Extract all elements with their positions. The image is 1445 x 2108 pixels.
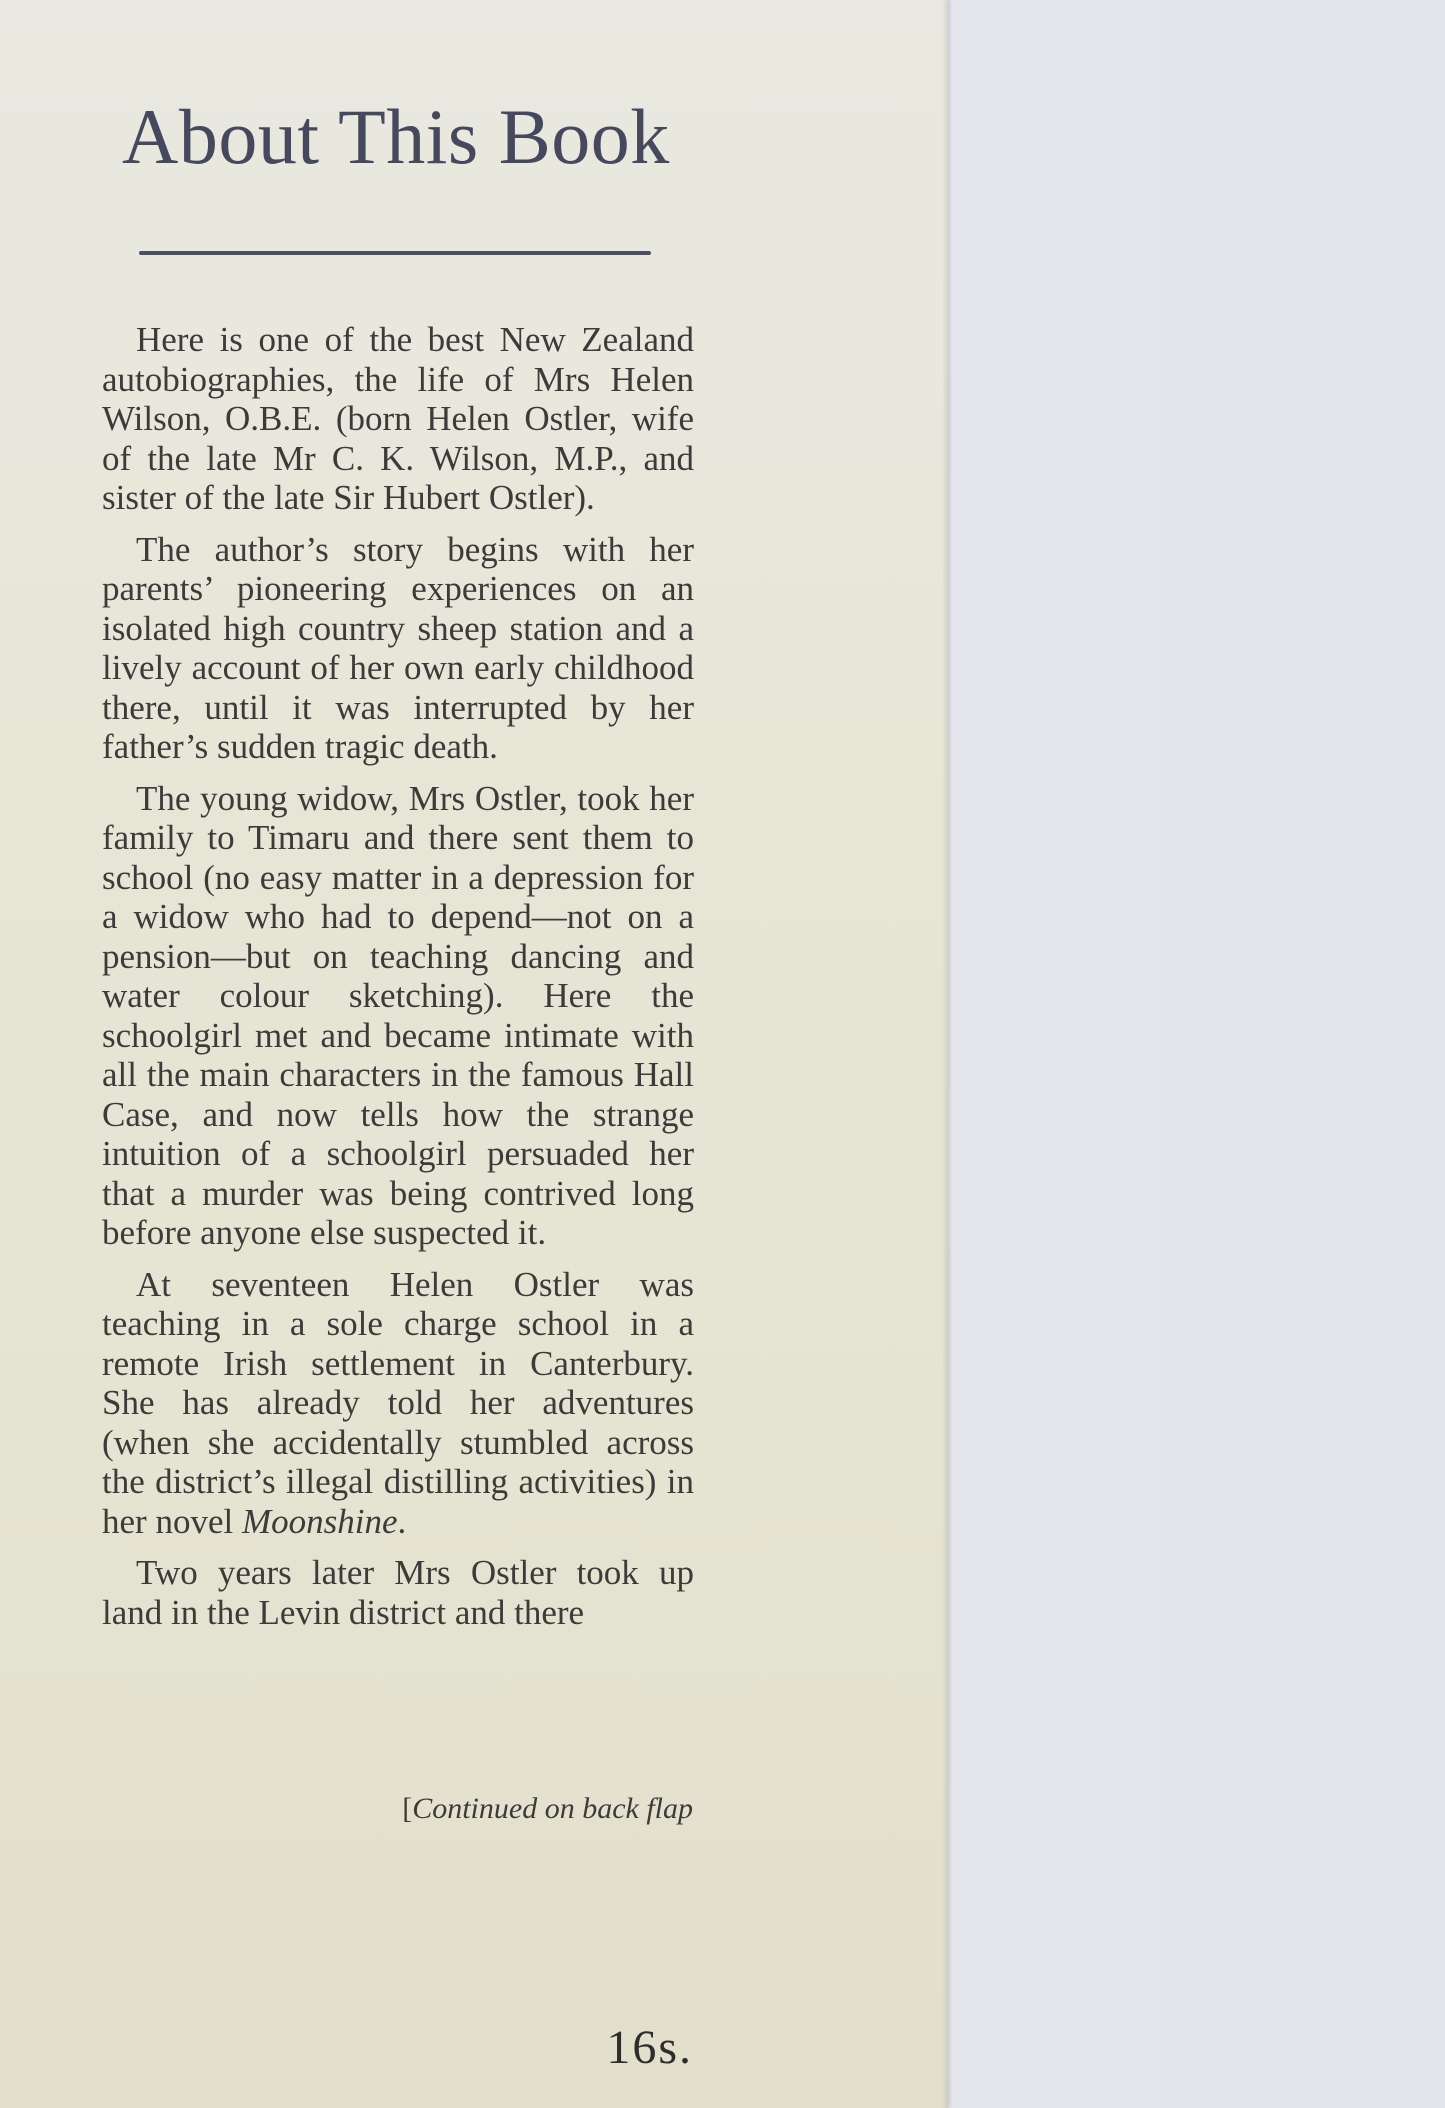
blurb-text	[102, 320, 694, 1644]
title-divider	[139, 251, 651, 255]
continued-note	[380, 1792, 693, 1826]
blurb-paragraph-1: Here is one of the best New Zealand autobiographies, the life of Mrs Helen Wilson, O.B.E. (born Helen Ostler, wife of the late Mr C. K. Wilson, M.P., and sister of the late Sir Hubert Ostler).	[102, 320, 694, 517]
price-label: 16s.	[606, 2021, 693, 2074]
blurb-paragraph-3: The young widow, Mrs Ostler, took her family to Timaru and there sent them to school (no easy matter in a depression for a widow who had to depend—not on a pension—but on teaching dancing and water colour sketching). Here the schoolgirl met and became intimate with all the main characters in the famous Hall Case, and now tells how the strange intuition of a schoolgirl persuaded her that a murder was being contrived long before anyone else suspected it.	[102, 778, 694, 1252]
page-title: About This Book	[122, 93, 670, 180]
blurb-paragraph-4-text: At seventeen Helen Ostler was teaching in a sole charge school in a remote Irish settlement in Canterbury. She has already told her adventures (when she accidentally stumbled across the district’s illegal distilling activities) in her novel	[102, 1264, 694, 1541]
blurb-paragraph-4	[102, 1265, 694, 1542]
blurb-paragraph-5: Two years later Mrs Ostler took up land in the Levin district and there	[102, 1553, 694, 1632]
blurb-paragraph-2: The author’s story begins with her parents’ pioneering experiences on an isolated high country sheep station and a lively account of her own early childhood there, until it was interrupted by her father’s sudden tragic death.	[102, 529, 694, 766]
novel-title: Moonshine	[241, 1501, 398, 1541]
continued-bracket: [	[402, 1792, 413, 1825]
blurb-paragraph-4-end: .	[397, 1501, 407, 1541]
continued-label: Continued on back flap	[412, 1792, 693, 1825]
